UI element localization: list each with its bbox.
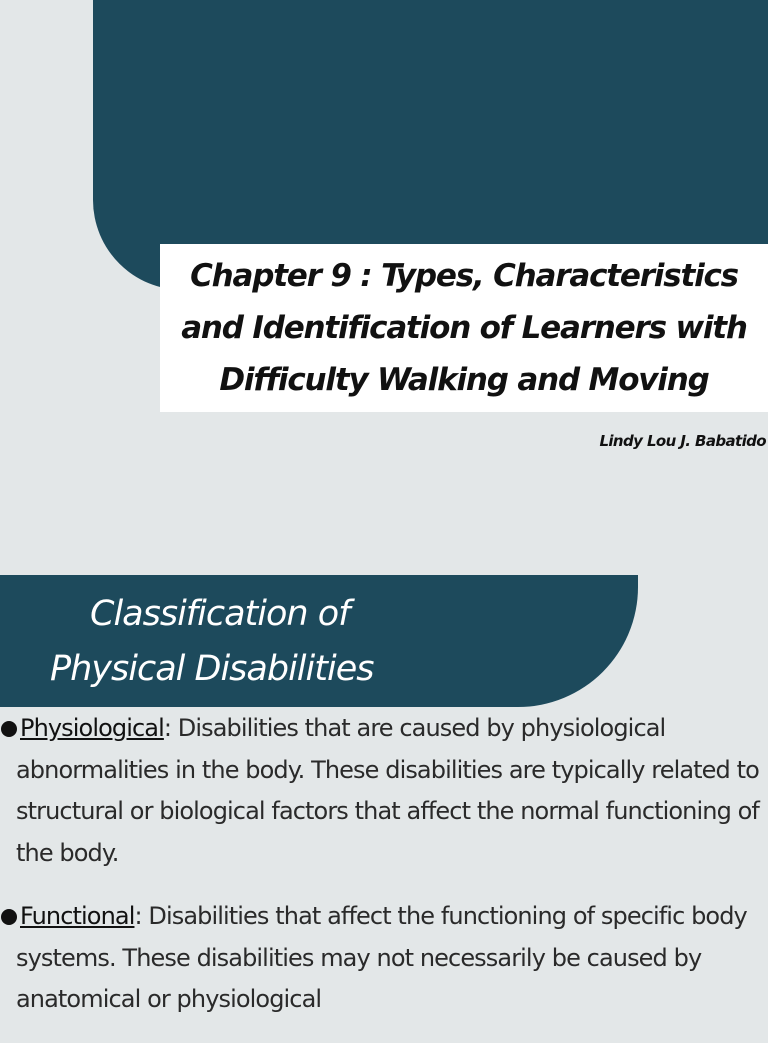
bullet-icon <box>1 721 17 737</box>
bullet-icon <box>1 909 17 925</box>
slide-classification <box>0 525 768 1024</box>
term-functional: Functional <box>20 902 135 930</box>
list-item-functional <box>0 896 760 1021</box>
section-title <box>50 587 373 697</box>
list-item-physiological <box>0 708 760 874</box>
title-box <box>160 244 768 412</box>
section-title-line-2: Physical Disabilities <box>50 649 374 689</box>
author-name: Lindy Lou J. Babatido <box>599 432 766 450</box>
description-functional: : Disabilities that affect the functioning of specific body systems. These disabilities may not necessarily be caused by anatomical or physiological <box>16 902 747 1013</box>
chapter-title: Chapter 9 : Types, Characteristics and Identification of Learners with Difficulty Walking and Moving <box>181 258 747 398</box>
description-physiological: : Disabilities that are caused by physiological abnormalities in the body. These disabilities are typically related to structural or biological factors that affect the normal functioning of the body. <box>16 714 759 867</box>
classification-list <box>0 708 760 1043</box>
section-title-line-1: Classification of <box>90 594 350 634</box>
term-physiological: Physiological <box>20 714 164 742</box>
